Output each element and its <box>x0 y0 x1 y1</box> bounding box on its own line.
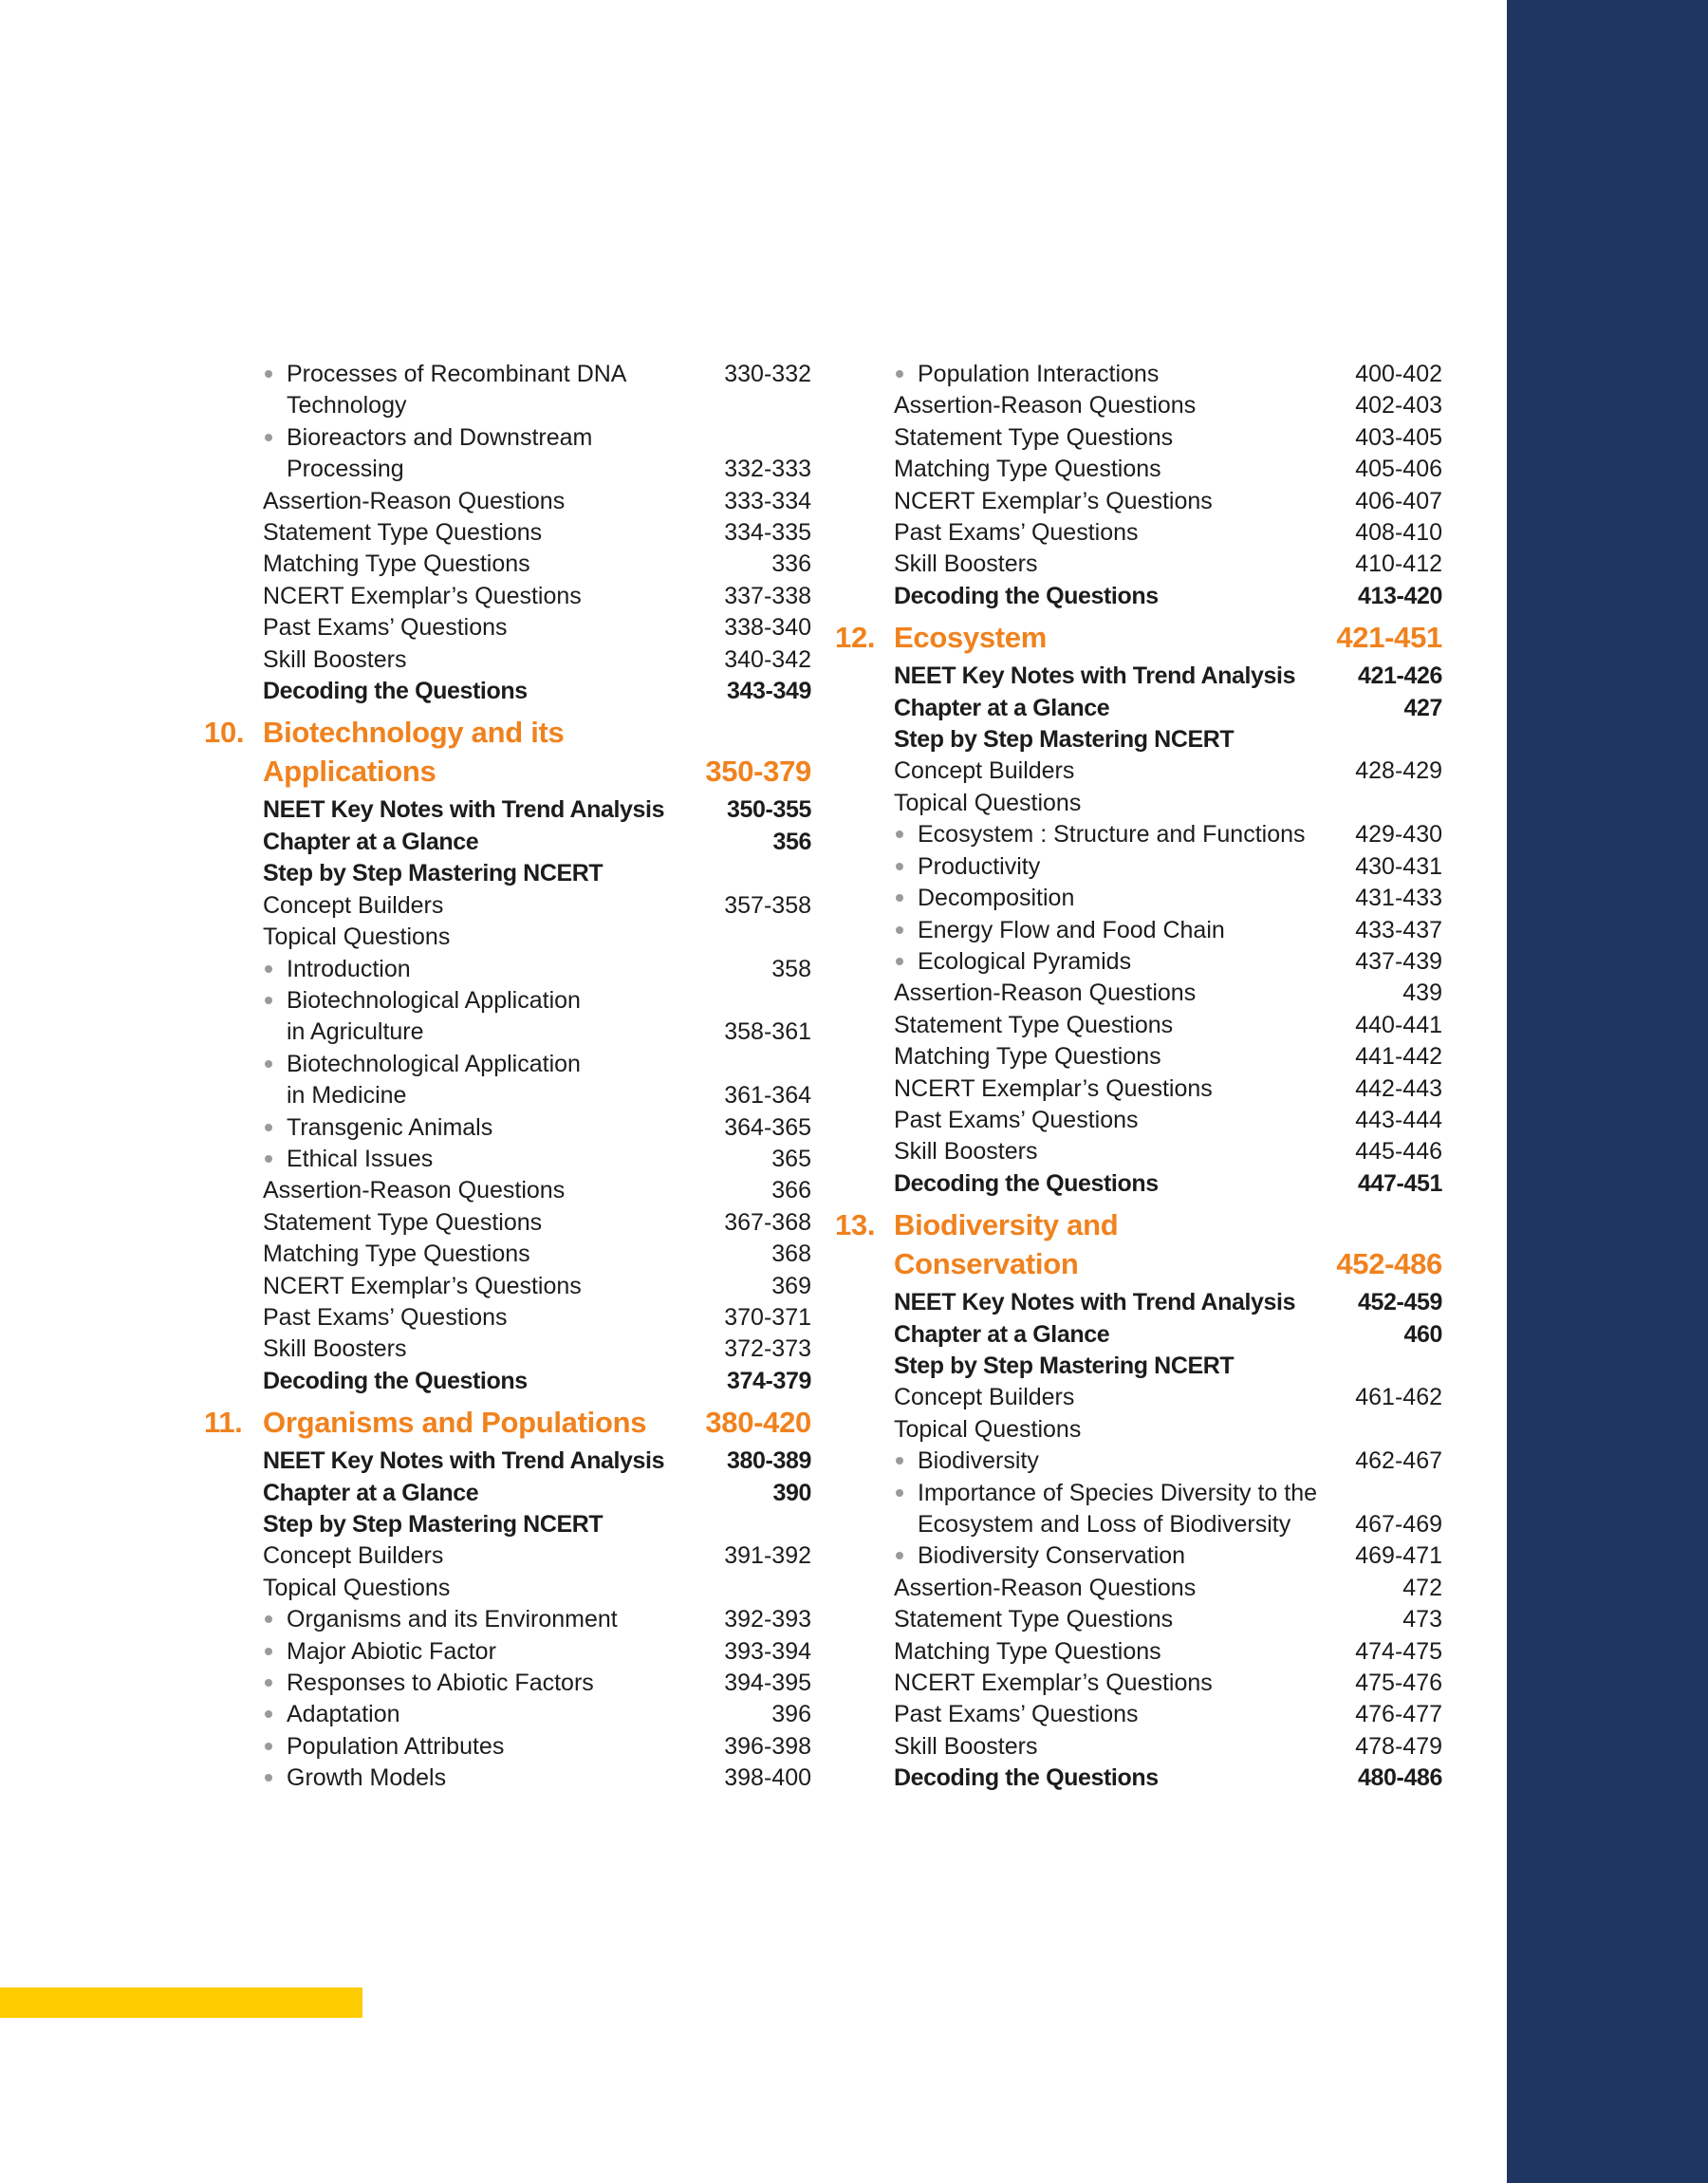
toc-entry <box>204 390 811 421</box>
toc-bullet-entry <box>204 1699 811 1730</box>
toc-bullet-entry <box>204 359 811 390</box>
toc-entry <box>835 1136 1442 1167</box>
toc-entry <box>204 1446 811 1477</box>
entry-label: Productivity <box>894 851 1349 883</box>
entry-pages: 368 <box>771 1241 811 1268</box>
entry-label: Matching Type Questions <box>263 1241 530 1268</box>
toc-bullet-entry <box>835 915 1442 946</box>
entry-label: Skill Boosters <box>263 645 407 673</box>
entry-pages: 392-393 <box>724 1606 811 1633</box>
entry-label: Chapter at a Glance <box>894 694 1110 721</box>
toc-entry <box>835 724 1442 756</box>
entry-pages: 365 <box>771 1145 811 1172</box>
entry-pages: 462-467 <box>1355 1447 1442 1475</box>
toc-entry <box>204 1540 811 1572</box>
toc-entry <box>204 486 811 517</box>
entry-pages: 439 <box>1402 980 1442 1007</box>
entry-label: Assertion-Reason Questions <box>894 980 1197 1007</box>
entry-label: NCERT Exemplar’s Questions <box>263 582 582 609</box>
toc-bullet-entry <box>835 851 1442 883</box>
yellow-accent-bar <box>0 1987 362 2018</box>
entry-label: Skill Boosters <box>894 550 1038 578</box>
toc-bullet-entry <box>835 946 1442 978</box>
entry-label: Technology <box>287 392 407 420</box>
toc-entry <box>835 486 1442 517</box>
entry-pages: 467-469 <box>1355 1511 1442 1538</box>
entry-pages: 478-479 <box>1355 1732 1442 1760</box>
entry-label: Past Exams’ Questions <box>894 1701 1139 1728</box>
toc-entry <box>204 922 811 953</box>
entry-label: Topical Questions <box>263 1574 451 1601</box>
toc-entry <box>204 644 811 676</box>
entry-label: Major Abiotic Factor <box>263 1636 718 1668</box>
chapter-number: 12. <box>835 621 876 655</box>
entry-label: Population Interactions <box>894 359 1349 390</box>
toc-entry <box>835 1763 1442 1794</box>
toc-entry <box>835 1382 1442 1413</box>
entry-label: Past Exams’ Questions <box>894 1106 1139 1133</box>
entry-label: Biodiversity Conservation <box>894 1540 1349 1572</box>
entry-pages: 372-373 <box>724 1335 811 1363</box>
toc-bullet-entry <box>204 954 811 985</box>
chapter-pages: 350-379 <box>705 755 811 789</box>
entry-label: Energy Flow and Food Chain <box>894 915 1349 946</box>
entry-label: NEET Key Notes with Trend Analysis <box>894 662 1296 690</box>
toc-bullet-entry <box>204 1049 811 1080</box>
chapter-heading <box>204 1403 811 1442</box>
entry-label: Concept Builders <box>263 891 444 919</box>
entry-pages: 394-395 <box>724 1670 811 1697</box>
entry-label: Step by Step Mastering NCERT <box>894 1352 1235 1379</box>
toc-entry <box>835 1073 1442 1105</box>
toc-entry <box>204 454 811 485</box>
entry-label: Assertion-Reason Questions <box>894 392 1197 420</box>
toc-entry <box>204 1366 811 1397</box>
entry-pages: 469-471 <box>1355 1542 1442 1570</box>
toc-entry <box>204 676 811 707</box>
entry-pages: 364-365 <box>724 1113 811 1141</box>
entry-pages: 473 <box>1402 1606 1442 1633</box>
entry-pages: 334-335 <box>724 519 811 547</box>
toc-entry <box>204 890 811 922</box>
toc-entry <box>204 1239 811 1270</box>
toc-entry <box>835 517 1442 549</box>
chapter-title-line: Ecosystem <box>894 621 1048 655</box>
entry-pages: 403-405 <box>1355 423 1442 451</box>
entry-pages: 380-389 <box>727 1447 811 1475</box>
toc-entry <box>835 1351 1442 1382</box>
entry-label: NEET Key Notes with Trend Analysis <box>263 1447 665 1475</box>
toc-entry <box>204 1271 811 1302</box>
toc-entry <box>835 390 1442 421</box>
toc-bullet-entry <box>204 1763 811 1794</box>
toc-bullet-entry <box>204 1731 811 1763</box>
entry-pages: 343-349 <box>727 678 811 705</box>
toc-column-right <box>835 359 1442 1795</box>
entry-label: Processing <box>287 456 404 483</box>
entry-label: Matching Type Questions <box>894 1637 1161 1665</box>
entry-label: Chapter at a Glance <box>263 828 479 855</box>
entry-label: Bioreactors and Downstream <box>263 422 806 454</box>
chapter-title-line: Organisms and Populations <box>263 1406 647 1440</box>
entry-label: Statement Type Questions <box>263 1208 543 1236</box>
entry-label: Responses to Abiotic Factors <box>263 1668 718 1699</box>
toc-entry <box>835 661 1442 692</box>
entry-label: Decomposition <box>894 883 1349 914</box>
entry-label: Concept Builders <box>894 1384 1075 1411</box>
chapter-heading <box>835 618 1442 657</box>
entry-pages: 429-430 <box>1355 821 1442 849</box>
chapter-title-line: Conservation <box>894 1247 1079 1281</box>
entry-pages: 361-364 <box>724 1082 811 1110</box>
entry-label: NCERT Exemplar’s Questions <box>263 1272 582 1299</box>
entry-label: Past Exams’ Questions <box>263 1303 508 1331</box>
toc-entry <box>835 1573 1442 1604</box>
entry-label: Concept Builders <box>263 1542 444 1570</box>
entry-label: Organisms and its Environment <box>263 1604 718 1635</box>
toc-entry <box>204 517 811 549</box>
entry-label: Decoding the Questions <box>894 1764 1159 1792</box>
toc-entry <box>835 1041 1442 1073</box>
entry-label: Assertion-Reason Questions <box>263 487 566 514</box>
toc-entry <box>204 612 811 644</box>
toc-entry <box>835 1509 1442 1540</box>
entry-pages: 340-342 <box>724 645 811 673</box>
entry-label: Skill Boosters <box>263 1335 407 1363</box>
chapter-title-line: Biotechnology and its <box>263 716 565 750</box>
entry-pages: 398-400 <box>724 1764 811 1792</box>
entry-pages: 472 <box>1402 1574 1442 1601</box>
entry-pages: 437-439 <box>1355 947 1442 975</box>
entry-label: Ethical Issues <box>263 1144 766 1175</box>
entry-label: Matching Type Questions <box>263 550 530 578</box>
chapter-number: 11. <box>204 1406 243 1440</box>
entry-label: NCERT Exemplar’s Questions <box>894 487 1213 514</box>
entry-label: NEET Key Notes with Trend Analysis <box>894 1289 1296 1316</box>
toc-entry <box>204 827 811 858</box>
entry-pages: 402-403 <box>1355 392 1442 420</box>
entry-label: NEET Key Notes with Trend Analysis <box>263 796 665 824</box>
entry-label: Decoding the Questions <box>263 678 528 705</box>
toc-bullet-entry <box>204 1636 811 1668</box>
entry-label: Processes of Recombinant DNA <box>263 359 718 390</box>
entry-label: Statement Type Questions <box>894 1606 1174 1633</box>
entry-label: Assertion-Reason Questions <box>263 1177 566 1204</box>
toc-bullet-entry <box>204 422 811 454</box>
toc-entry <box>835 1105 1442 1136</box>
toc-entry <box>835 1699 1442 1730</box>
entry-pages: 427 <box>1403 694 1442 721</box>
entry-label: Step by Step Mastering NCERT <box>263 1511 603 1538</box>
toc-entry <box>204 858 811 889</box>
entry-label: in Agriculture <box>287 1018 424 1046</box>
entry-pages: 356 <box>772 828 811 855</box>
entry-pages: 396 <box>771 1701 811 1728</box>
toc-bullet-entry <box>835 1478 1442 1509</box>
chapter-heading <box>835 1205 1442 1283</box>
entry-label: Population Attributes <box>263 1731 718 1763</box>
side-color-band <box>1507 0 1708 2183</box>
entry-pages: 440-441 <box>1355 1011 1442 1038</box>
chapter-title <box>894 618 1336 657</box>
entry-pages: 406-407 <box>1355 487 1442 514</box>
chapter-title <box>263 1403 705 1442</box>
entry-pages: 460 <box>1403 1320 1442 1348</box>
toc-entry <box>204 794 811 826</box>
toc-entry <box>835 1168 1442 1200</box>
entry-pages: 405-406 <box>1355 456 1442 483</box>
entry-pages: 358 <box>771 955 811 982</box>
entry-pages: 480-486 <box>1358 1764 1442 1792</box>
chapter-number: 13. <box>835 1208 876 1242</box>
entry-label: Past Exams’ Questions <box>263 614 508 642</box>
entry-pages: 396-398 <box>724 1732 811 1760</box>
toc-bullet-entry <box>835 1540 1442 1572</box>
entry-pages: 332-333 <box>724 456 811 483</box>
toc-bullet-entry <box>204 1668 811 1699</box>
entry-pages: 433-437 <box>1355 916 1442 943</box>
entry-pages: 400-402 <box>1355 361 1442 387</box>
entry-label: Concept Builders <box>894 757 1075 785</box>
entry-pages: 366 <box>771 1177 811 1204</box>
toc-bullet-entry <box>204 985 811 1017</box>
toc-column-left <box>204 359 811 1795</box>
entry-label: Growth Models <box>263 1763 718 1794</box>
entry-pages: 367-368 <box>724 1208 811 1236</box>
chapter-pages: 421-451 <box>1336 621 1442 655</box>
toc-bullet-entry <box>835 1446 1442 1477</box>
entry-label: Biodiversity <box>894 1446 1349 1477</box>
toc-entry <box>835 1287 1442 1318</box>
entry-pages: 370-371 <box>724 1303 811 1331</box>
entry-label: NCERT Exemplar’s Questions <box>894 1670 1213 1697</box>
entry-pages: 461-462 <box>1355 1384 1442 1411</box>
entry-label: Biotechnological Application <box>263 985 806 1017</box>
chapter-title-line: Applications <box>263 755 436 789</box>
toc-entry <box>204 1334 811 1365</box>
chapter-number: 10. <box>204 716 245 750</box>
entry-label: Statement Type Questions <box>894 1011 1174 1038</box>
entry-pages: 391-392 <box>724 1542 811 1570</box>
entry-pages: 443-444 <box>1355 1106 1442 1133</box>
toc-bullet-entry <box>204 1112 811 1144</box>
toc-entry <box>204 1080 811 1111</box>
toc-entry <box>204 1573 811 1604</box>
entry-pages: 408-410 <box>1355 519 1442 547</box>
entry-pages: 338-340 <box>724 614 811 642</box>
entry-pages: 350-355 <box>727 796 811 824</box>
entry-pages: 445-446 <box>1355 1138 1442 1166</box>
entry-label: Topical Questions <box>894 789 1082 816</box>
toc-entry <box>835 1010 1442 1041</box>
entry-label: Decoding the Questions <box>263 1367 528 1394</box>
entry-pages: 441-442 <box>1355 1043 1442 1071</box>
chapter-pages: 452-486 <box>1336 1247 1442 1281</box>
toc-entry <box>204 1478 811 1509</box>
entry-label: Assertion-Reason Questions <box>894 1574 1197 1601</box>
entry-pages: 442-443 <box>1355 1074 1442 1102</box>
entry-pages: 421-426 <box>1358 662 1442 690</box>
chapter-title-line: Biodiversity and <box>894 1208 1119 1242</box>
toc-entry <box>835 978 1442 1009</box>
entry-pages: 428-429 <box>1355 757 1442 785</box>
entry-label: Decoding the Questions <box>894 1169 1159 1197</box>
toc-entry <box>835 1731 1442 1763</box>
entry-pages: 475-476 <box>1355 1670 1442 1697</box>
entry-pages: 369 <box>771 1272 811 1299</box>
entry-label: Topical Questions <box>263 924 451 951</box>
toc-entry <box>204 581 811 612</box>
toc-entry <box>835 693 1442 724</box>
chapter-heading <box>204 713 811 791</box>
entry-label: Ecosystem and Loss of Biodiversity <box>918 1511 1291 1538</box>
entry-pages: 337-338 <box>724 582 811 609</box>
entry-pages: 358-361 <box>724 1018 811 1046</box>
toc-entry <box>835 1636 1442 1668</box>
entry-pages: 330-332 <box>724 361 811 387</box>
chapter-title <box>894 1205 1336 1283</box>
toc-entry <box>835 1414 1442 1446</box>
toc-entry <box>835 1604 1442 1635</box>
toc-entry <box>835 581 1442 612</box>
entry-label: Matching Type Questions <box>894 1043 1161 1071</box>
entry-label: Biotechnological Application <box>263 1049 806 1080</box>
entry-label: NCERT Exemplar’s Questions <box>894 1074 1213 1102</box>
toc-entry <box>204 1207 811 1239</box>
toc-entry <box>835 549 1442 580</box>
entry-label: Past Exams’ Questions <box>894 519 1139 547</box>
entry-pages: 336 <box>771 550 811 578</box>
toc-entry <box>835 422 1442 454</box>
toc-entry <box>835 454 1442 485</box>
toc-entry <box>835 1319 1442 1351</box>
toc-bullet-entry <box>835 819 1442 850</box>
entry-pages: 390 <box>772 1479 811 1506</box>
toc-bullet-entry <box>835 883 1442 914</box>
entry-pages: 430-431 <box>1355 852 1442 880</box>
toc-entry <box>204 1509 811 1540</box>
toc-entry <box>835 788 1442 819</box>
entry-pages: 410-412 <box>1355 550 1442 578</box>
entry-label: Introduction <box>263 954 766 985</box>
chapter-pages: 380-420 <box>705 1406 811 1440</box>
entry-pages: 374-379 <box>727 1367 811 1394</box>
entry-pages: 452-459 <box>1358 1289 1442 1316</box>
toc-bullet-entry <box>835 359 1442 390</box>
toc-entry <box>204 1302 811 1334</box>
entry-label: Skill Boosters <box>894 1732 1038 1760</box>
chapter-title <box>263 713 705 791</box>
entry-pages: 431-433 <box>1355 885 1442 912</box>
entry-label: Transgenic Animals <box>263 1112 718 1144</box>
toc-entry <box>204 1175 811 1206</box>
entry-label: Ecosystem : Structure and Functions <box>894 819 1349 850</box>
entry-label: Decoding the Questions <box>894 582 1159 609</box>
entry-label: in Medicine <box>287 1082 407 1110</box>
entry-label: Importance of Species Diversity to the <box>894 1478 1437 1509</box>
toc-entry <box>835 756 1442 787</box>
toc-entry <box>204 549 811 580</box>
toc-entry <box>835 1668 1442 1699</box>
entry-label: Chapter at a Glance <box>263 1479 479 1506</box>
entry-label: Matching Type Questions <box>894 456 1161 483</box>
entry-label: Adaptation <box>263 1699 766 1730</box>
entry-label: Ecological Pyramids <box>894 946 1349 978</box>
entry-pages: 476-477 <box>1355 1701 1442 1728</box>
entry-pages: 413-420 <box>1358 582 1442 609</box>
entry-pages: 447-451 <box>1358 1169 1442 1197</box>
toc-bullet-entry <box>204 1144 811 1175</box>
entry-pages: 474-475 <box>1355 1637 1442 1665</box>
entry-label: Skill Boosters <box>894 1138 1038 1166</box>
toc-bullet-entry <box>204 1604 811 1635</box>
entry-label: Step by Step Mastering NCERT <box>263 860 603 887</box>
entry-pages: 357-358 <box>724 891 811 919</box>
entry-label: Step by Step Mastering NCERT <box>894 726 1235 754</box>
entry-label: Topical Questions <box>894 1415 1082 1443</box>
entry-pages: 333-334 <box>724 487 811 514</box>
entry-pages: 393-394 <box>724 1637 811 1665</box>
toc-entry <box>204 1017 811 1048</box>
entry-label: Chapter at a Glance <box>894 1320 1110 1348</box>
entry-label: Statement Type Questions <box>263 519 543 547</box>
entry-label: Statement Type Questions <box>894 423 1174 451</box>
